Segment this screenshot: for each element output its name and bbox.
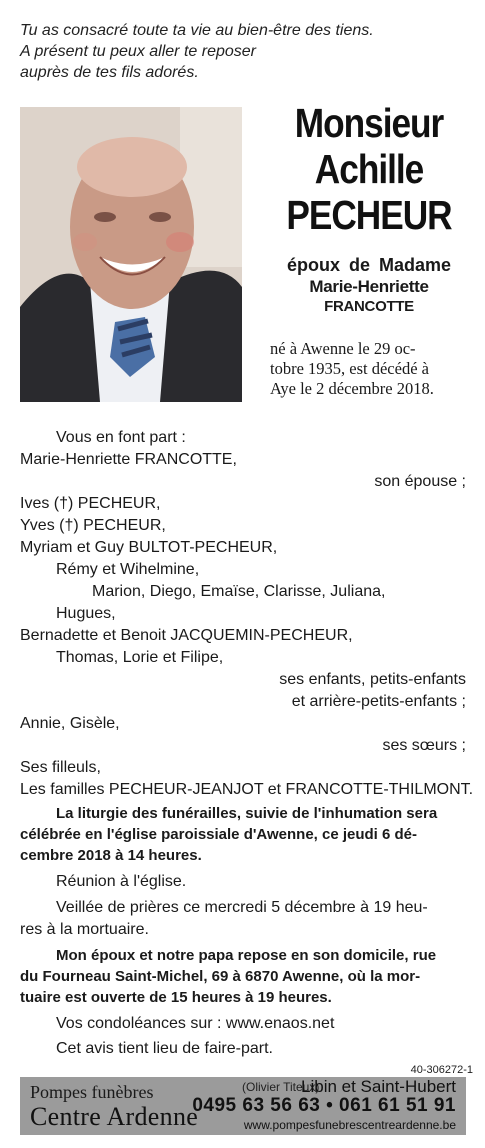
contact-person: (Olivier Titeux) bbox=[242, 1080, 320, 1094]
birth-line: Aye le 2 décembre 2018. bbox=[270, 379, 434, 398]
funeral-home-location: Libin et Saint-Hubert bbox=[301, 1077, 456, 1096]
family-member: Hugues, bbox=[56, 605, 116, 622]
spouse-line: FRANCOTTE bbox=[324, 298, 414, 315]
funeral-home-banner bbox=[20, 1077, 466, 1135]
liturgy-line: célébrée en l'église paroissiale d'Awenne, ce jeudi 6 dé- bbox=[20, 826, 418, 843]
wife-name: Marie-Henriette FRANCOTTE, bbox=[20, 451, 237, 468]
liturgy-line: La liturgie des funérailles, suivie de l'inhumation sera bbox=[56, 805, 438, 822]
families: Les familles PECHEUR-JEANJOT et FRANCOTTE-THILMONT. bbox=[20, 781, 474, 798]
quote-line: Tu as consacré toute ta vie au bien-être des tiens. bbox=[20, 22, 374, 39]
family-member: Ives (†) PECHEUR, bbox=[20, 495, 161, 512]
announcement-body bbox=[20, 427, 474, 1060]
notice-text: Cet avis tient lieu de faire-part. bbox=[56, 1040, 273, 1057]
meeting-info: Réunion à l'église. bbox=[56, 873, 187, 890]
deceased-title: Monsieur bbox=[294, 100, 444, 146]
birth-death-info bbox=[270, 339, 466, 399]
godchildren: Ses filleuls, bbox=[20, 759, 101, 776]
home-line: tuaire est ouverte de 15 heures à 19 heures. bbox=[20, 989, 332, 1006]
sisters-names: Annie, Gisèle, bbox=[20, 715, 120, 732]
funeral-home-phones: 0495 63 56 63 • 061 61 51 91 bbox=[192, 1095, 456, 1116]
spouse-line: Marie-Henriette bbox=[309, 277, 429, 296]
home-paragraph bbox=[20, 945, 466, 1008]
spouse-line: époux de Madame bbox=[286, 255, 452, 275]
wife-role: son épouse ; bbox=[374, 473, 466, 490]
deceased-first-name: Achille bbox=[314, 146, 424, 192]
funeral-home-website: www.pompesfunebrescentreardenne.be bbox=[243, 1118, 456, 1132]
deceased-name bbox=[264, 100, 474, 238]
vigil-paragraph bbox=[20, 897, 466, 941]
family-member: Yves (†) PECHEUR, bbox=[20, 517, 166, 534]
vigil-line: Veillée de prières ce mercredi 5 décembre à 19 heu- bbox=[56, 899, 428, 916]
family-member: Bernadette et Benoit JACQUEMIN-PECHEUR, bbox=[20, 627, 353, 644]
birth-line: né à Awenne le 29 oc- bbox=[270, 339, 416, 358]
family-member: Marion, Diego, Emaïse, Clarisse, Juliana, bbox=[92, 583, 386, 600]
announcement-intro: Vous en font part : bbox=[56, 429, 186, 446]
liturgy-line: cembre 2018 à 14 heures. bbox=[20, 847, 202, 864]
brand-line-2: Centre Ardenne bbox=[30, 1102, 199, 1131]
deceased-last-name: PECHEUR bbox=[286, 192, 452, 238]
family-member: Myriam et Guy BULTOT-PECHEUR, bbox=[20, 539, 278, 556]
children-role: et arrière-petits-enfants ; bbox=[291, 693, 466, 710]
deceased-portrait-photo bbox=[20, 107, 242, 402]
home-line: Mon époux et notre papa repose en son domicile, rue bbox=[56, 947, 437, 964]
sisters-role: ses sœurs ; bbox=[382, 737, 466, 754]
epitaph-quote bbox=[20, 20, 470, 83]
quote-line: A présent tu peux aller te reposer bbox=[20, 43, 256, 60]
quote-line: auprès de tes fils adorés. bbox=[20, 64, 199, 81]
home-line: du Fourneau Saint-Michel, 69 à 6870 Awenne, où la mor- bbox=[20, 968, 421, 985]
birth-line: tobre 1935, est décédé à bbox=[270, 359, 429, 378]
family-member: Rémy et Wihelmine, bbox=[56, 561, 200, 578]
family-member: Thomas, Lorie et Filipe, bbox=[56, 649, 224, 666]
vigil-line: res à la mortuaire. bbox=[20, 921, 149, 938]
condolences-info: Vos condoléances sur : www.enaos.net bbox=[56, 1015, 335, 1032]
liturgy-paragraph bbox=[20, 803, 466, 866]
brand-line-1: Pompes funèbres bbox=[30, 1082, 154, 1102]
portrait-illustration bbox=[20, 107, 242, 402]
children-role: ses enfants, petits-enfants bbox=[279, 671, 466, 688]
spouse-info bbox=[264, 254, 474, 317]
reference-number: 40-306272-1 bbox=[410, 1064, 473, 1076]
